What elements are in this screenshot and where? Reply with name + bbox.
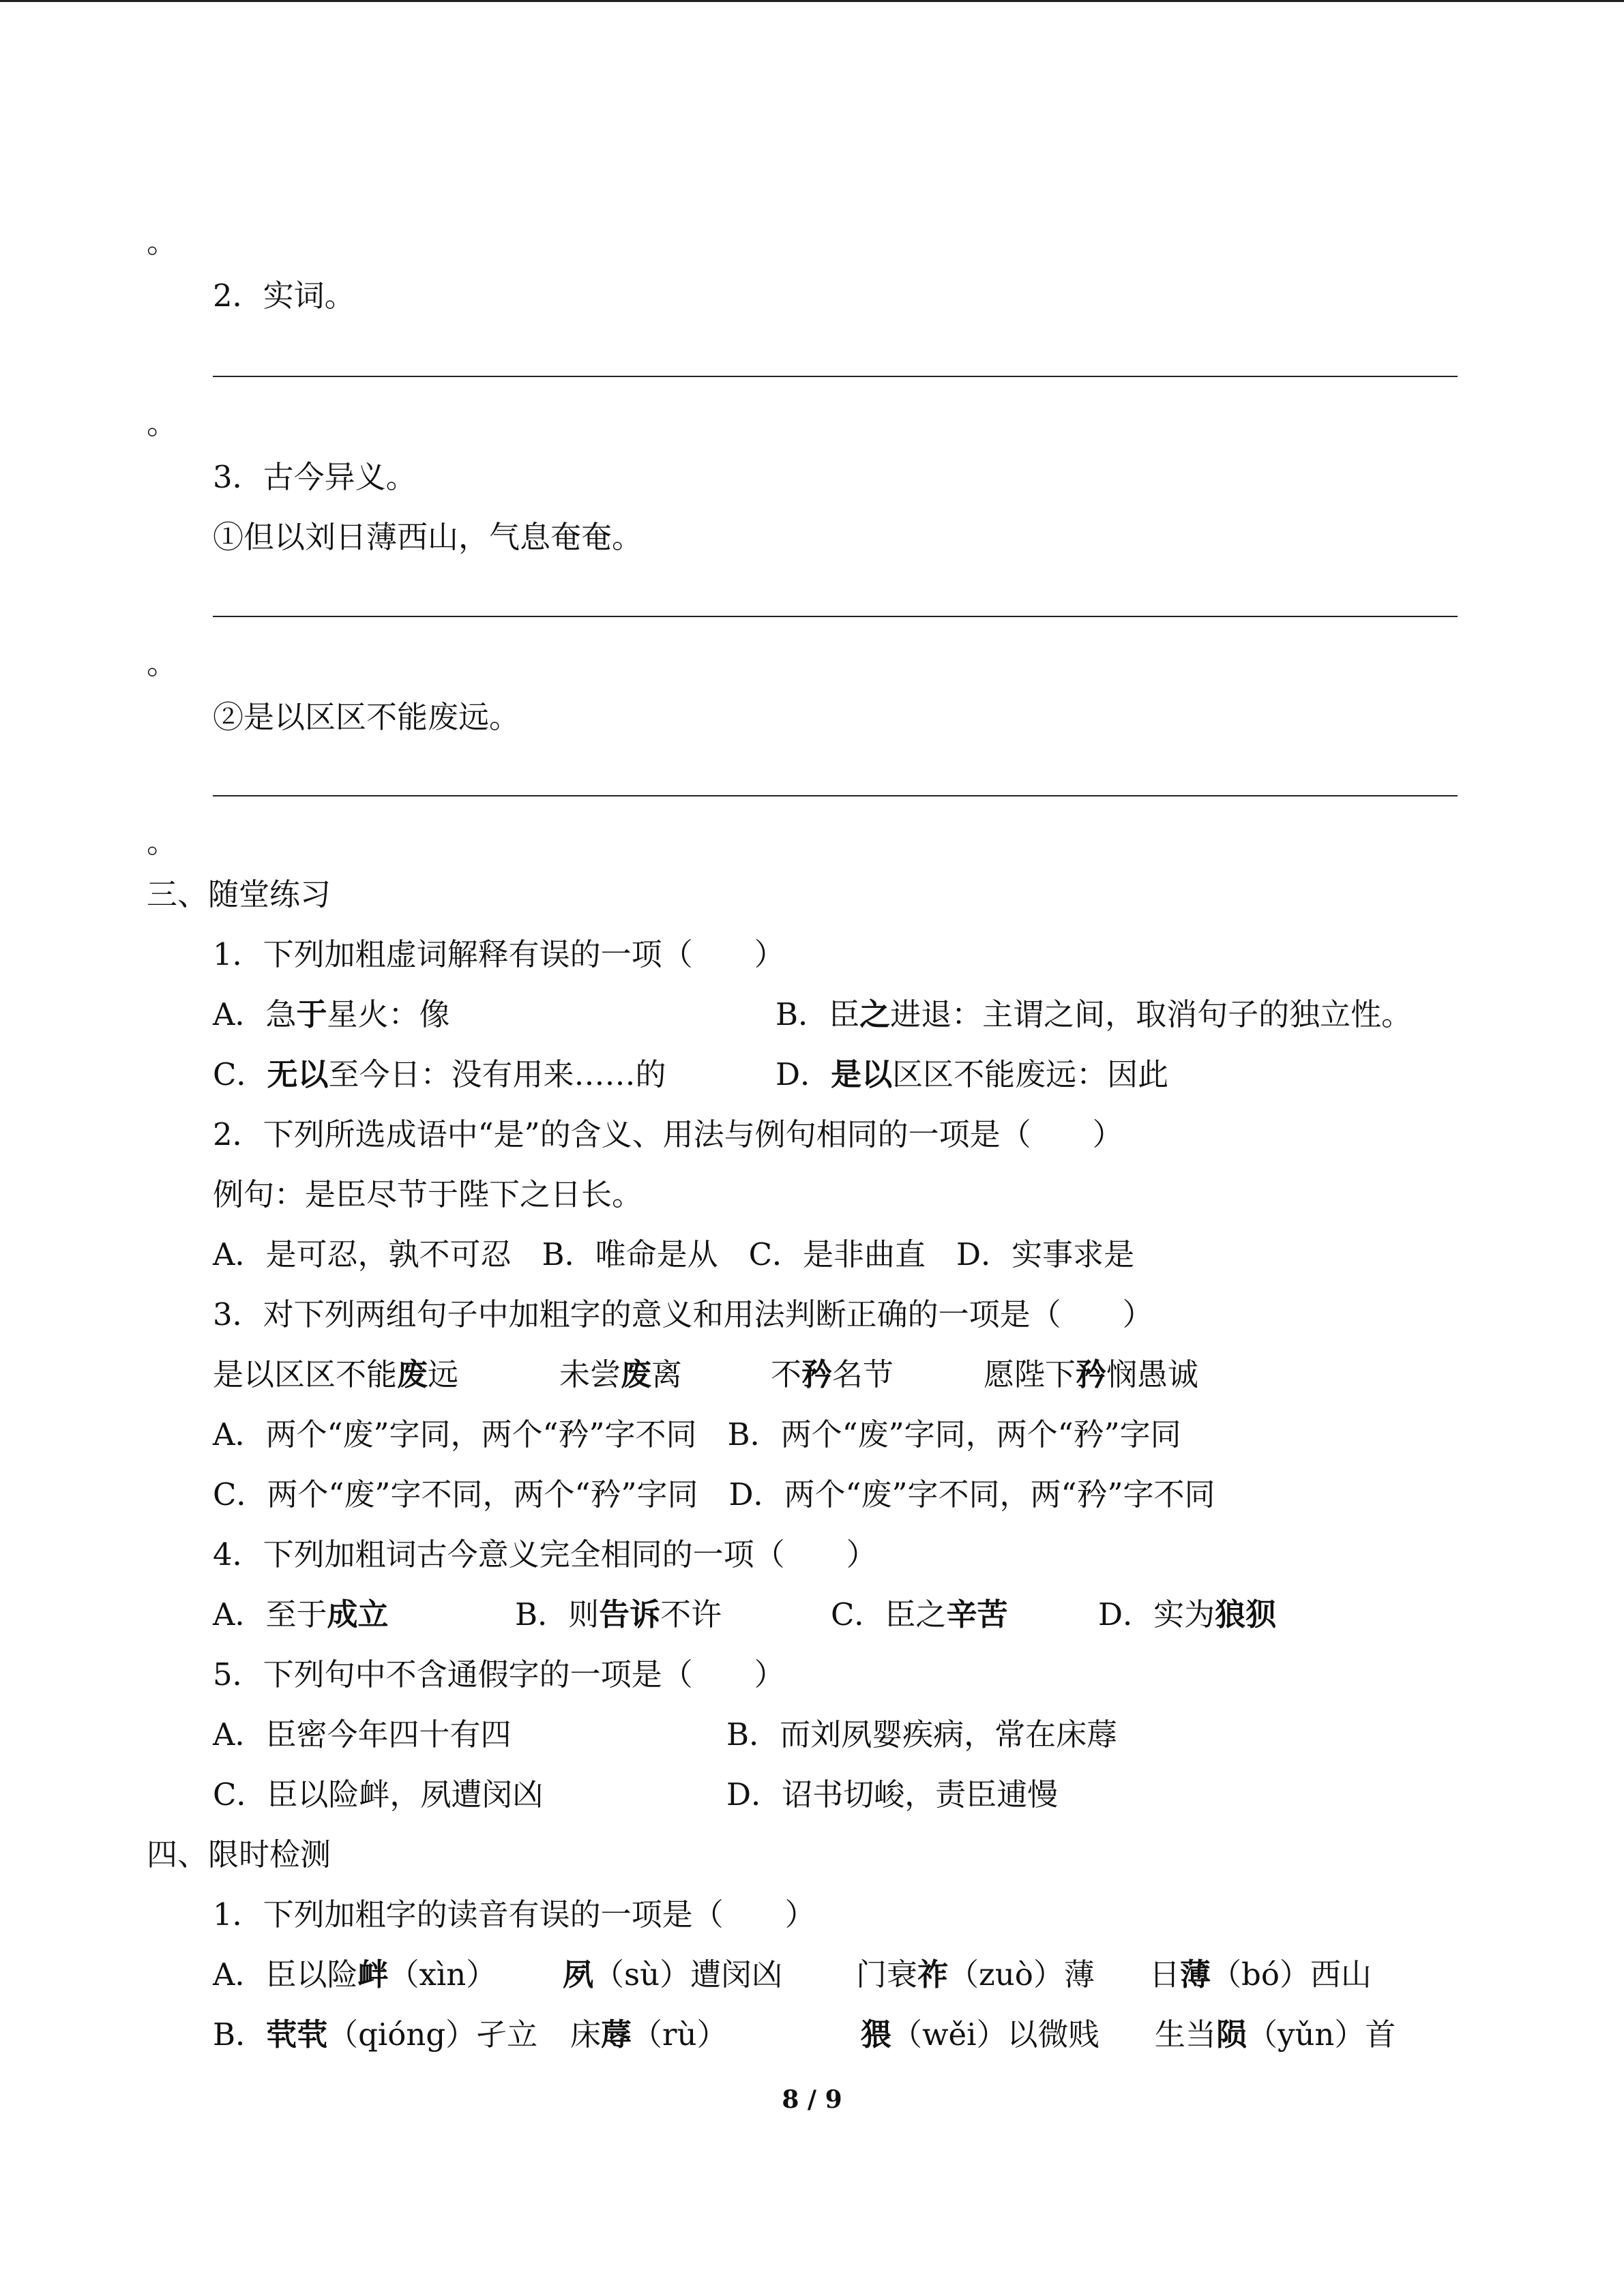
page-number: 8 / 9 (782, 2085, 842, 2114)
q5-option-b: B．而刘夙婴疾病，常在床蓐 (726, 1716, 1118, 1753)
line-end-mark: 。 (147, 224, 178, 260)
q2-stem: 2．下列所选成语中“是”的含义、用法与例句相同的一项是（ ） (213, 1116, 1123, 1152)
line-end-mark: 。 (147, 405, 178, 441)
q2-example: 例句：是臣尽节于陛下之日长。 (213, 1176, 643, 1212)
s4-q1-option-b-part4: 生当陨（yǔn）首 (1155, 2016, 1396, 2053)
q5-stem: 5．下列句中不含通假字的一项是（ ） (213, 1656, 785, 1693)
q5-option-d: D．诏书切峻，责臣逋慢 (726, 1776, 1059, 1813)
section-heading-practice: 三、随堂练习 (147, 876, 331, 912)
q3-options-cd: C．两个“废”字不同，两个“矜”字同 D．两个“废”字不同，两“矜”字不同 (213, 1476, 1215, 1512)
q5-option-c: C．臣以险衅，夙遭闵凶 (213, 1776, 544, 1813)
answer-line (213, 795, 1458, 796)
q4-option-b: B．则告诉不许 (515, 1596, 722, 1632)
sentence-1: ①但以刘日薄西山，气息奄奄。 (213, 519, 643, 555)
item-ancient-modern-meaning: 3．古今异义。 (213, 459, 417, 495)
q4-option-a: A．至于成立 (213, 1596, 389, 1632)
q4-stem: 4．下列加粗词古今意义完全相同的一项（ ） (213, 1536, 877, 1572)
answer-line (213, 376, 1458, 377)
q4-option-c: C．臣之辛苦 (831, 1596, 1008, 1632)
item-content-words: 2．实词。 (213, 278, 355, 314)
q1-stem: 1．下列加粗虚词解释有误的一项（ ） (213, 936, 785, 972)
q3-sentence-3: 不矜名节 (771, 1356, 894, 1392)
q1-option-c: C．无以至今日：没有用来……的 (213, 1056, 666, 1092)
answer-line (213, 616, 1458, 617)
q1-option-a: A．急于星火：像 (213, 996, 450, 1032)
q5-option-a: A．臣密今年四十有四 (213, 1716, 512, 1753)
q3-sentence-1: 是以区区不能废远 (213, 1356, 459, 1392)
q2-options: A．是可忍，孰不可忍 B．唯命是从 C．是非曲直 D．实事求是 (213, 1236, 1135, 1272)
s4-q1-option-a-part4: 日薄（bó）西山 (1149, 1956, 1372, 1993)
q1-option-b: B．臣之进退：主谓之间，取消句子的独立性。 (776, 996, 1413, 1032)
line-end-mark: 。 (147, 645, 178, 681)
q3-sentence-2: 未尝废离 (559, 1356, 683, 1392)
q3-stem: 3．对下列两组句子中加粗字的意义和用法判断正确的一项是（ ） (213, 1296, 1153, 1332)
line-end-mark: 。 (147, 824, 178, 860)
s4-q1-option-a-part2: 夙（sù）遭闵凶 (563, 1956, 783, 1993)
q1-option-d: D．是以区区不能废远：因此 (776, 1056, 1169, 1092)
page-top-border (0, 0, 1624, 2)
s4-q1-option-b-part3: 猥（wěi）以微贱 (861, 2016, 1099, 2053)
q3-options-ab: A．两个“废”字同，两个“矜”字不同 B．两个“废”字同，两个“矜”字同 (213, 1416, 1181, 1452)
s4-q1-option-a-part1: A．臣以险衅（xìn） (213, 1956, 497, 1993)
s4-q1-stem: 1．下列加粗字的读音有误的一项是（ ） (213, 1896, 816, 1933)
s4-q1-option-b-part1: B．茕茕（qióng）孑立 (213, 2016, 538, 2053)
s4-q1-option-a-part3: 门衰祚（zuò）薄 (856, 1956, 1095, 1993)
q4-option-d: D．实为狼狈 (1098, 1596, 1277, 1632)
section-heading-timed-test: 四、限时检测 (147, 1836, 331, 1873)
q3-sentence-4: 愿陛下矜悯愚诚 (984, 1356, 1199, 1392)
s4-q1-option-b-part2: 床蓐（rù） (570, 2016, 728, 2053)
sentence-2: ②是以区区不能废远。 (213, 699, 520, 735)
